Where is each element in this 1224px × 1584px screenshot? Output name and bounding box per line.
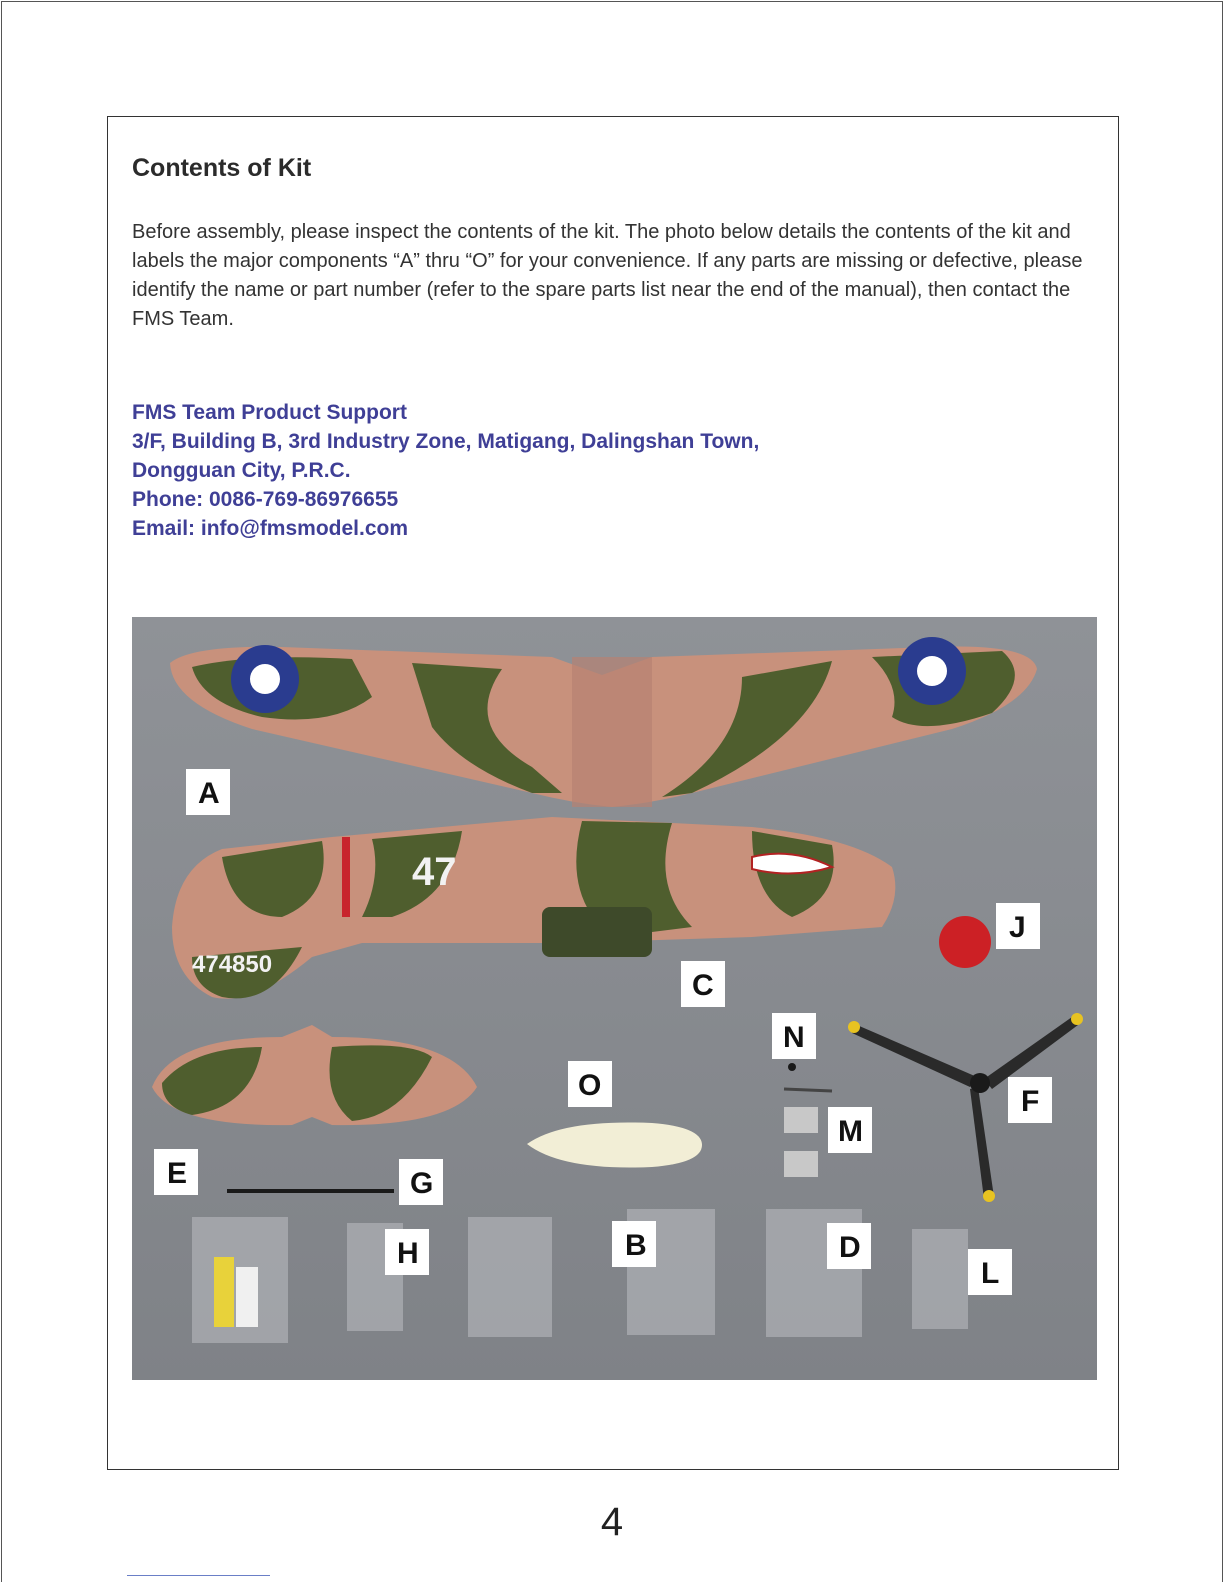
- svg-text:E: E: [167, 1157, 188, 1190]
- support-address-line-1: 3/F, Building B, 3rd Industry Zone, Matigang, Dalingshan Town,: [132, 430, 760, 453]
- support-contact-block: [132, 398, 759, 543]
- label-f: [1008, 1077, 1052, 1123]
- svg-text:H: H: [397, 1237, 419, 1270]
- spinner-part: [939, 916, 991, 968]
- label-d: [827, 1223, 871, 1269]
- svg-text:N: N: [783, 1021, 805, 1054]
- small-part-n: [788, 1063, 796, 1071]
- support-email: Email: info@fmsmodel.com: [132, 517, 409, 540]
- parts-bag-2: [468, 1217, 552, 1337]
- small-part-rod: [784, 1089, 832, 1091]
- svg-text:O: O: [578, 1069, 602, 1102]
- label-j: [996, 903, 1040, 949]
- fuselage-number: 47: [412, 850, 457, 894]
- support-heading: FMS Team Product Support: [132, 401, 407, 424]
- page-number: 4: [600, 1500, 624, 1544]
- parts-bag-l: [912, 1229, 968, 1329]
- kit-contents-photo: [132, 617, 1097, 1380]
- label-b: [612, 1221, 656, 1267]
- label-h: [385, 1229, 429, 1275]
- svg-text:B: B: [625, 1229, 647, 1262]
- support-address-line-2: Dongguan City, P.R.C.: [132, 459, 351, 482]
- svg-text:D: D: [839, 1231, 861, 1264]
- label-n: [772, 1013, 816, 1059]
- label-m: [828, 1107, 872, 1153]
- bracket-part-1: [784, 1107, 818, 1133]
- svg-text:J: J: [1009, 911, 1026, 944]
- intro-paragraph: Before assembly, please inspect the contents of the kit. The photo below details the contents of the kit and labels the major components “A” thru “O” for your convenience. If any parts are missing or defective, please identify the name or part number (refer to the spare parts list near the end of the manual), then contact the FMS Team.: [132, 221, 1083, 330]
- svg-text:G: G: [410, 1167, 434, 1200]
- label-l: [968, 1249, 1012, 1295]
- label-c: [681, 961, 725, 1007]
- svg-text:M: M: [838, 1115, 863, 1148]
- label-o: [568, 1061, 612, 1107]
- svg-text:C: C: [692, 969, 714, 1002]
- svg-text:F: F: [1021, 1085, 1040, 1118]
- label-g: [399, 1159, 443, 1205]
- svg-text:A: A: [198, 777, 220, 810]
- svg-text:L: L: [981, 1257, 1000, 1290]
- bracket-part-2: [784, 1151, 818, 1177]
- footer-rule: [127, 1575, 270, 1576]
- fuselage-serial: 474850: [192, 951, 273, 978]
- label-a: [186, 769, 230, 815]
- page-title: Contents of Kit: [132, 154, 312, 182]
- label-e: [154, 1149, 198, 1195]
- support-phone: Phone: 0086-769-86976655: [132, 488, 399, 511]
